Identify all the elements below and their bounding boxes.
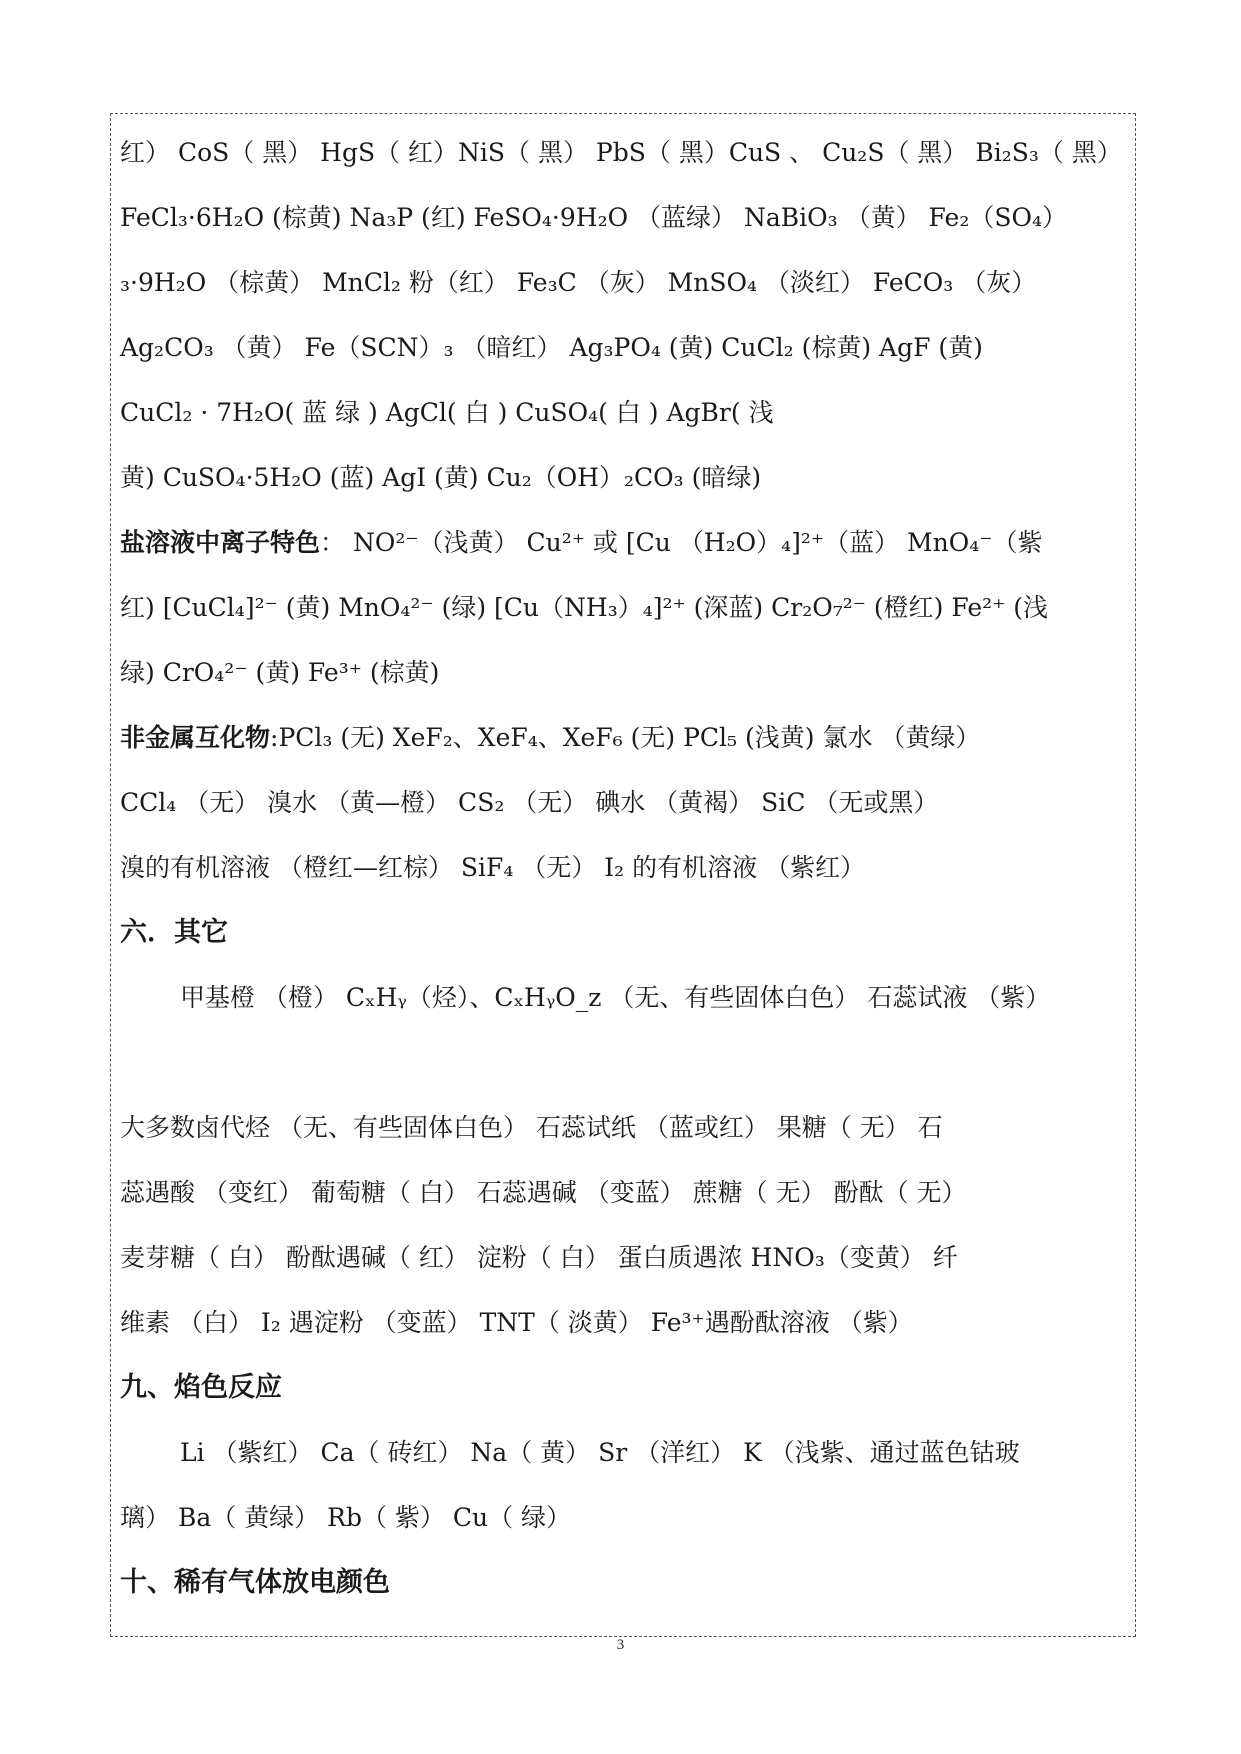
text-line: 大多数卤代烃 （无、有些固体白色） 石蕊试纸 （蓝或红） 果糖（ 无） 石: [120, 1113, 943, 1142]
text-line: Li （紫红） Ca（ 砖红） Na（ 黄） Sr （洋红） K （浅紫、通过蓝色钴玻: [180, 1438, 1020, 1467]
salt-heading: 盐溶液中离子特色: [120, 528, 321, 557]
text-line: Ag₂CO₃ （黄） Fe（SCN）₃ （暗红） Ag₃PO₄ (黄) CuCl₂ (棕黄) AgF (黄): [120, 333, 983, 362]
salt-text: ： NO²⁻（浅黄） Cu²⁺ 或 [Cu （H₂O）₄]²⁺（蓝） MnO₄⁻（紫: [320, 528, 1043, 557]
section9-heading: 九、焰色反应: [120, 1372, 282, 1403]
text-line: 维素 （白） I₂ 遇淀粉 （变蓝） TNT（ 淡黄） Fe³⁺遇酚酞溶液 （紫）: [120, 1308, 913, 1337]
text-line: 璃） Ba（ 黄绿） Rb（ 紫） Cu（ 绿）: [120, 1503, 572, 1532]
text-line: 溴的有机溶液 （橙红—红棕） SiF₄ （无） I₂ 的有机溶液 （紫红）: [120, 853, 866, 882]
text-line: 甲基橙 （橙） CₓHᵧ（烃）、CₓHᵧO_z （无、有些固体白色） 石蕊试液 （紫）: [180, 983, 1051, 1012]
text-line: 黄) CuSO₄·5H₂O (蓝) AgI (黄) Cu₂（OH）₂CO₃ (暗绿): [120, 463, 762, 492]
nonmetal-text: :PCl₃ (无) XeF₂、XeF₄、XeF₆ (无) PCl₅ (浅黄) 氯水 （黄绿）: [270, 723, 981, 752]
page-number: 3: [616, 1637, 625, 1653]
section10-heading: 十、稀有气体放电颜色: [120, 1567, 390, 1598]
text-line: 蕊遇酸 （变红） 葡萄糖（ 白） 石蕊遇碱 （变蓝） 蔗糖（ 无） 酚酞（ 无）: [120, 1178, 967, 1207]
nonmetal-line: [120, 719, 1132, 757]
text-line: CuCl₂ · 7H₂O( 蓝 绿 ) AgCl( 白 ) CuSO₄( 白 ) AgBr( 浅: [120, 398, 774, 427]
text-line: ₃·9H₂O （棕黄） MnCl₂ 粉（红） Fe₃C （灰） MnSO₄ （淡红） FeCO₃ （灰）: [120, 268, 1037, 297]
text-line: 绿) CrO₄²⁻ (黄) Fe³⁺ (棕黄): [120, 658, 440, 687]
section6-heading: 六．其它: [120, 917, 228, 948]
text-line: 红) [CuCl₄]²⁻ (黄) MnO₄²⁻ (绿) [Cu（NH₃）₄]²⁺ (深蓝) Cr₂O₇²⁻ (橙红) Fe²⁺ (浅: [120, 593, 1049, 622]
nonmetal-heading: 非金属互化物: [120, 723, 271, 752]
text-line: FeCl₃·6H₂O (棕黄) Na₃P (红) FeSO₄·9H₂O （蓝绿） NaBiO₃ （黄） Fe₂（SO₄）: [120, 203, 1067, 232]
text-line: 红） CoS（ 黑） HgS（ 红）NiS（ 黑） PbS（ 黑）CuS 、 Cu₂S（ 黑） Bi₂S₃（ 黑）: [120, 138, 1122, 167]
text-line: CCl₄ （无） 溴水 （黄—橙） CS₂ （无） 碘水 （黄褐） SiC （无或黑）: [120, 788, 939, 817]
salt-line: [120, 524, 1132, 562]
text-line: 麦芽糖（ 白） 酚酞遇碱（ 红） 淀粉（ 白） 蛋白质遇浓 HNO₃（变黄） 纤: [120, 1243, 958, 1272]
